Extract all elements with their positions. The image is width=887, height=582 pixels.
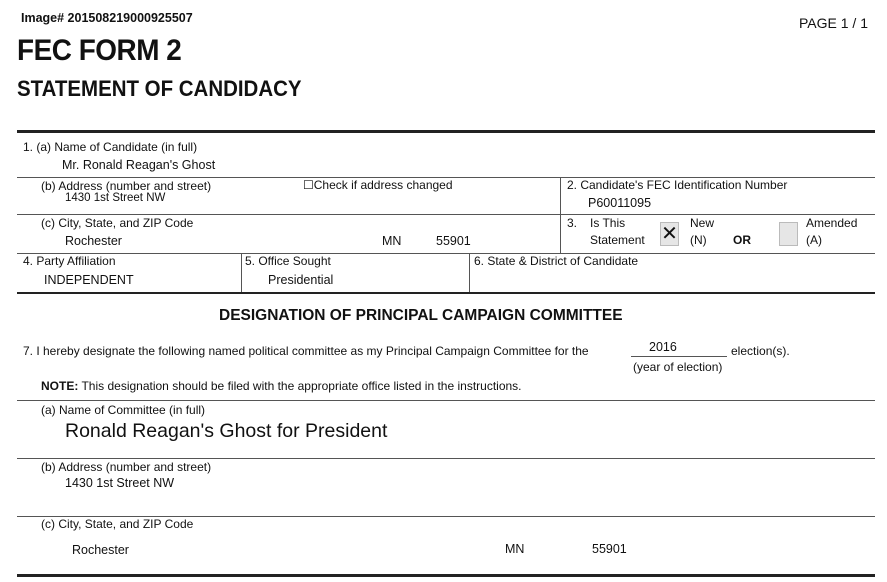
new-code: (N) — [690, 233, 707, 247]
is-this-label: Is This — [590, 216, 626, 230]
amended-statement-checkbox[interactable] — [779, 222, 798, 246]
note — [41, 379, 522, 393]
candidate-name-label: 1. (a) Name of Candidate (in full) — [23, 140, 198, 154]
candidate-city-value: Rochester — [65, 234, 122, 248]
candidate-address-label: (b) Address (number and street) — [41, 179, 212, 193]
candidate-name-value: Mr. Ronald Reagan's Ghost — [62, 158, 216, 172]
office-sought-label: 5. Office Sought — [245, 254, 331, 268]
state-district-label: 6. State & District of Candidate — [474, 254, 639, 268]
party-affiliation-value: INDEPENDENT — [44, 273, 134, 287]
committee-city-label: (c) City, State, and ZIP Code — [41, 517, 194, 531]
year-caption: (year of election) — [633, 360, 723, 374]
election-year-value: 2016 — [649, 340, 677, 354]
or-label: OR — [733, 233, 751, 247]
page-number: PAGE 1 / 1 — [799, 15, 868, 31]
note-label: NOTE: — [41, 379, 79, 393]
top-rule — [17, 130, 875, 133]
address-changed-label: Check if address changed — [313, 178, 453, 192]
form-subtitle: STATEMENT OF CANDIDACY — [17, 76, 302, 101]
row-divider — [17, 400, 875, 401]
candidate-address-value: 1430 1st Street NW — [65, 192, 166, 204]
section-rule — [17, 292, 875, 294]
section-heading: DESIGNATION OF PRINCIPAL CAMPAIGN COMMITTEE — [219, 307, 623, 324]
new-statement-checkbox[interactable]: ✕ — [661, 223, 678, 245]
address-changed-checkbox[interactable] — [303, 178, 453, 192]
statement-label: Statement — [590, 233, 645, 247]
committee-state-value: MN — [505, 542, 525, 556]
year-underline — [631, 356, 727, 357]
form-title: FEC FORM 2 — [17, 34, 182, 67]
office-sought-value: Presidential — [268, 273, 334, 287]
committee-zip-value: 55901 — [592, 542, 627, 556]
committee-address-label: (b) Address (number and street) — [41, 460, 212, 474]
candidate-zip-value: 55901 — [436, 234, 471, 248]
election-suffix: election(s). — [731, 344, 790, 358]
committee-name-value: Ronald Reagan's Ghost for President — [65, 420, 388, 442]
committee-name-label: (a) Name of Committee (in full) — [41, 403, 206, 417]
row-divider — [17, 214, 875, 215]
amended-code: (A) — [806, 233, 822, 247]
designation-statement: 7. I hereby designate the following named political committee as my Principal Campaign Committee for the — [23, 344, 589, 358]
fec-id-label: 2. Candidate's FEC Identification Number — [567, 178, 788, 192]
column-divider — [560, 177, 561, 254]
statement-type-number: 3. — [567, 216, 578, 230]
column-divider — [469, 253, 470, 293]
row-divider — [17, 458, 875, 459]
candidate-state-value: MN — [382, 234, 402, 248]
new-label: New — [690, 216, 715, 230]
note-text: This designation should be filed with the appropriate office listed in the instructions. — [81, 379, 522, 393]
committee-city-value: Rochester — [72, 543, 129, 557]
amended-label: Amended — [806, 216, 858, 230]
committee-address-value: 1430 1st Street NW — [65, 476, 175, 490]
candidate-city-label: (c) City, State, and ZIP Code — [41, 216, 194, 230]
column-divider — [241, 253, 242, 293]
fec-id-value: P60011095 — [588, 196, 652, 210]
bottom-rule — [17, 574, 875, 577]
checkbox-icon: ☐ — [303, 178, 314, 192]
row-divider — [17, 253, 875, 254]
party-affiliation-label: 4. Party Affiliation — [23, 254, 116, 268]
image-id: Image# 201508219000925507 — [21, 11, 193, 25]
